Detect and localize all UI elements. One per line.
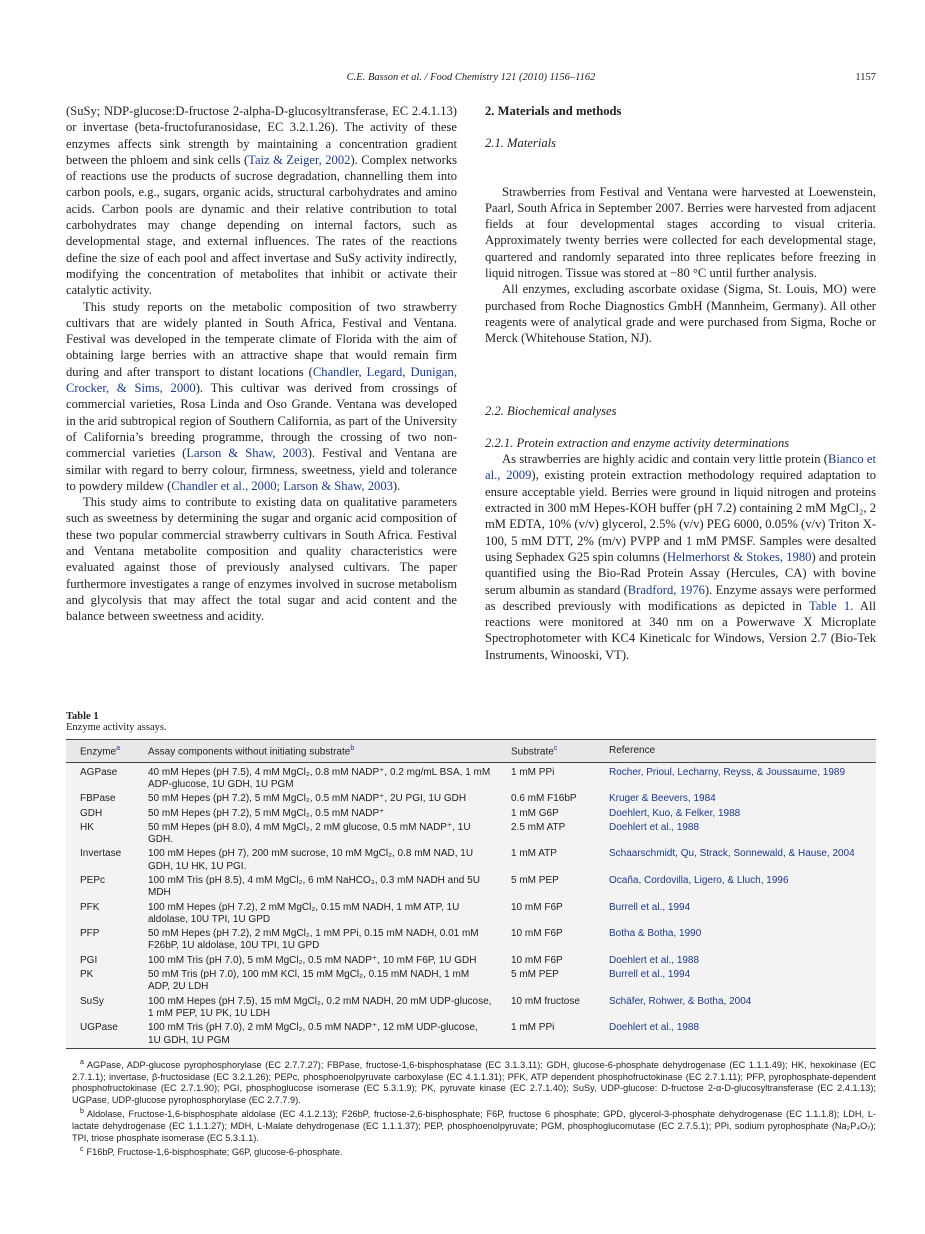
cell-assay: 100 mM Tris (pH 8.5), 4 mM MgCl₂, 6 mM NaHCO₃, 0.3 mM NADH and 5U MDH [148, 875, 480, 899]
cell-substrate: 5 mM PEP [511, 875, 559, 886]
citation-link[interactable]: Bradford, 1976 [627, 582, 705, 597]
cell-substrate: 0.6 mM F16bP [511, 793, 577, 805]
cell-substrate: 1 mM PPi [511, 766, 555, 778]
cell-assay: 50 mM Hepes (pH 7.2), 5 mM MgCl₂, 0.5 mM NADP⁺ [148, 807, 385, 819]
subsubsection-title-protein: 2.2.1. Protein extraction and enzyme activity determinations [485, 435, 790, 450]
footnote [66, 1106, 876, 1144]
table-row [66, 762, 876, 792]
citation-link[interactable]: Larson & Shaw, 2003 [186, 446, 308, 461]
cell-reference [605, 901, 876, 928]
cell-substrate: 10 mM F6P [511, 901, 563, 913]
footnote-mark: b [80, 1108, 84, 1116]
right-column [485, 103, 876, 663]
cell-reference [605, 762, 876, 792]
cell-assay: 100 mM Tris (pH 7.0), 5 mM MgCl₂, 0.5 mM NADP⁺, 10 mM F6P, 1U GDH [148, 954, 477, 966]
footnote-text: Aldolase, Fructose-1,6-bisphosphate aldolase (EC 4.1.2.13); F26bP, fructose-2,6-bisphosphate; F6P, fructose 6 phosphate; GPD, glycerol-3-phosphate dehydrogenase (EC 1.1.1.8); LDH, L-lactate dehydrogenase (EC 1.1.1.27); MDH, L-Malate dehydrogenase (EC 1.1.1.37); PEP, phosphoenolpyruvate; PGM, phosphoglucomutase (EC 2.7.5.1); PPi, sodium pyrophosphate (Na₂P₄O₇); TPI, triose phosphate isomerase (EC 5.3.1.1). [72, 1109, 876, 1143]
table-row [66, 821, 876, 848]
cell-reference [605, 968, 876, 995]
cell-substrate: 1 mM G6P [511, 807, 559, 819]
paragraph-intro-continued: (SuSy; NDP-glucose:D-fructose 2-alpha-D-glucosyltransferase, EC 2.4.1.13) or invertase (beta-fructofuranosidase, EC 3.2.1.26). The activity of these enzymes affects sink strength by maintaining a concentration gradient between the phloem and sink cells (Taiz & Zeiger, 2002). Complex networks of reactions use the products of sucrose degradation, channelling them into carbon pools, e.g., sugars, organic acids, structural carbohydrates and amino acids. Carbon pools are dynamic and their relative contribution to total carbohydrates may change depending on internal factors, such as developmental stage, and external influences. The rates of the reactions define the size of each pool and affect invertase and SuSy activity indirectly, modifying the concentration of metabolites that inhibit or activate their catalytic activity. [66, 104, 457, 298]
footnote-text: F16bP, Fructose-1,6-bisphosphate; G6P, glucose-6-phosphate. [86, 1147, 343, 1158]
citation-link[interactable]: Helmerhorst & Stokes, 1980 [667, 549, 812, 564]
header-substrate: Substrate$^c$ [511, 745, 558, 758]
cell-enzyme: HK [80, 821, 94, 833]
paragraph-materials-1: Strawberries from Festival and Ventana were harvested at Loewenstein, Paarl, South Africa in September 2007. Berries were harvested from adjacent fields at four developmental stages according to visual criteria. Approximately twenty berries were collected for each developmental stage, quartered and randomly separated into three replicates before freezing in liquid nitrogen. Tissue was stored at −80 °C until further analysis. [485, 184, 876, 281]
cell-reference [605, 792, 876, 806]
paragraph-cultivars: This study reports on the metabolic composition of two strawberry cultivars that are widely planted in South Africa, Festival and Ventana. Festival was developed in the temperate climate of Florida with the aim of obtaining large berries with an attractive shape that would remain firm during and after transport to distant locations (Chandler, Legard, Dunigan, Crocker, & Sims, 2000). This cultivar was derived from crossings of commercial varieties, Rosa Linda and Oso Grande. Ventana was developed in the arid subtropical region of Southern California, as part of the University of California’s breeding programme, through the crossing of two non-commercial varieties (Larson & Shaw, 2003). Festival and Ventana are similar with regard to berry colour, firmness, sweetness, yield and tolerance to powdery mildew (Chandler et al., 2000; Larson & Shaw, 2003). [66, 299, 458, 493]
cell-reference [605, 927, 876, 954]
cell-reference [605, 821, 876, 848]
cell-substrate: 10 mM F6P [511, 954, 563, 966]
cell-substrate: 10 mM fructose [511, 995, 580, 1007]
reference-link[interactable]: Rocher, Prioul, Lecharny, Reyss, & Joussaume, 1989 [609, 766, 846, 778]
paragraph-materials-2: All enzymes, excluding ascorbate oxidase (Sigma, St. Louis, MO) were purchased from Roche Diagnostics GmbH (Mannheim, Germany). All other reagents were of analytical grade and were purchased from Sigma, Roche or Merck (Whitehouse Station, NJ). [485, 282, 876, 346]
table-header-row [66, 740, 876, 763]
cell-enzyme: FBPase [80, 793, 116, 805]
header-reference: Reference [609, 744, 656, 756]
table-row [66, 995, 876, 1022]
running-header [66, 72, 876, 88]
cell-reference [605, 1021, 876, 1048]
table-row [66, 847, 876, 874]
table-row [66, 874, 876, 901]
reference-link[interactable]: Burrell et al., 1994 [609, 969, 691, 981]
paragraph-aims: This study aims to contribute to existing data on qualitative parameters such as sweetness by determining the sugar and organic acid composition of these two popular commercial strawberry cultivars in South Africa. Festival and Ventana metabolite composition and quality characteristics were evaluated against those of previously analysed cultivars. The paper furthermore investigates a range of enzymes involved in sucrose metabolism and glycolysis that may affect the total sugar and acid content and the balance between sweetness and acidity. [66, 495, 457, 624]
cell-substrate: 5 mM PEP [511, 969, 559, 981]
table-footnotes [66, 1057, 876, 1159]
cell-assay: 50 mM Hepes (pH 7.2), 2 mM MgCl₂, 1 mM PPi, 0.15 mM NADH, 0.01 mM F26bP, 1U aldolase, 10U TPI, 1U GPD [148, 928, 479, 952]
footnote [66, 1144, 876, 1159]
table-link[interactable]: Table 1 [808, 598, 851, 613]
enzyme-activity-table [66, 739, 876, 1049]
section-title: 2. Materials and methods [485, 104, 622, 118]
table-row [66, 792, 876, 806]
cell-substrate: 10 mM F6P [511, 928, 563, 940]
cell-enzyme: Invertase [80, 848, 122, 860]
reference-link[interactable]: Ocaña, Cordovilla, Ligero, & Lluch, 1996 [609, 875, 789, 886]
cell-assay: 100 mM Hepes (pH 7), 200 mM sucrose, 10 mM MgCl₂, 0.8 mM NAD, 1U GDH, 1U HK, 1U PGI. [148, 848, 474, 872]
cell-reference [605, 807, 876, 821]
reference-link[interactable]: Burrell et al., 1994 [609, 901, 691, 913]
cell-enzyme: PK [80, 969, 94, 981]
paragraph-protein-extraction: As strawberries are highly acidic and contain very little protein (Bianco et al., 2009), existing protein extraction methodology required adaptation to ensure acceptable yield. Berries were ground in liquid nitrogen and proteins extracted in 300 mM Hepes-KOH buffer (pH 7.2) containing 2 mM MgCl₂, 2 mM EDTA, 10% (v/v) glycerol, 2.5% (v/v) PEG 6000, 0.05% (v/v) Triton X-100, 5 mM DTT, 2% (m/v) PVPP and 1 mM PMSF. Samples were desalted using Sephadex G25 spin columns (Helmerhorst & Stokes, 1980) and protein quantified using the Bio-Rad Protein Assay (Hercules, CA) with bovine serum albumin as standard (Bradford, 1976). Enzyme assays were performed as described previously with modifications as depicted in Table 1. All reactions were monitored at 340 nm on a Powerwave X Microplate Spectrophotometer with KC4 Kineticalc for Windows, Version 2.7 (Bio-Tek Instruments, Winooski, VT). [485, 452, 876, 662]
citation-link[interactable]: Bianco et al., 2009 [485, 452, 876, 483]
left-column [66, 103, 457, 625]
cell-assay: 100 mM Tris (pH 7.0), 2 mM MgCl₂, 0.5 mM NADP⁺, 12 mM UDP-glucose, 1U GDH, 1U PGM [148, 1022, 478, 1046]
table-row [66, 807, 876, 821]
cell-enzyme: UGPase [80, 1022, 118, 1034]
cell-reference [605, 847, 876, 874]
reference-link[interactable]: Doehlert et al., 1988 [609, 1022, 700, 1034]
cell-enzyme: PEPc [80, 875, 106, 886]
cell-enzyme: AGPase [80, 766, 118, 778]
citation-link[interactable]: Chandler, Legard, Dunigan, Crocker, & Sims, 2000 [66, 364, 457, 396]
cell-assay: 40 mM Hepes (pH 7.5), 4 mM MgCl₂, 0.8 mM NADP⁺, 0.2 mg/mL BSA, 1 mM ADP-glucose, 1U GDH, 1U PGM [148, 766, 491, 790]
table-row [66, 954, 876, 968]
header-enzyme: Enzyme$^a$ [80, 745, 121, 758]
reference-link[interactable]: Schäfer, Rohwer, & Botha, 2004 [609, 995, 752, 1007]
footnote-text: AGPase, ADP-glucose pyrophosphorylase (EC 2.7.7.27); FBPase, fructose-1,6-bisphosphatase (EC 3.1.3.11); GDH, glucose-6-phosphate dehydrogenase (EC 1.1.1.49); HK, hexokinase (EC 2.7.1.1); invertase, β-fructosidase (EC 3.2.1.26); PEPc, phosphoenolpyruvate carboxylase (EC 4.1.1.31); PFK, ATP dependent phosphofructokinase (EC 2.7.1.11); PFP, pyrophosphate-dependent phosphofructokinase (EC 2.7.1.90); PGI, phosphoglucose isomerase (EC 5.3.1.9); PK, pyruvate kinase (EC 2.7.1.40); SuSy, UDP-glucose: D-fructose 2-α-D-glucosyltransferase (EC 2.4.1.13); UGPase, UDP-glucose pyrophosphorylase (EC 2.7.7.9). [72, 1059, 876, 1105]
cell-assay: 50 mM Tris (pH 7.0), 100 mM KCl, 15 mM MgCl₂, 0.15 mM NADH, 1 mM ADP, 2U LDH [148, 969, 470, 993]
cell-enzyme: GDH [80, 807, 103, 819]
reference-link[interactable]: Doehlert et al., 1988 [609, 954, 700, 966]
citation-link[interactable]: Taiz & Zeiger, 2002 [248, 152, 351, 167]
cell-assay: 50 mM Hepes (pH 7.2), 5 mM MgCl₂, 0.5 mM NADP⁺, 2U PGI, 1U GDH [148, 793, 467, 805]
reference-link[interactable]: Botha & Botha, 1990 [609, 928, 702, 940]
reference-link[interactable]: Schaarschmidt, Qu, Strack, Sonnewald, & Hause, 2004 [609, 848, 855, 860]
table-label: Table 1 [66, 711, 99, 722]
subsection-title-biochemical: 2.2. Biochemical analyses [485, 403, 617, 418]
table-1-block [66, 711, 876, 1159]
reference-link[interactable]: Doehlert, Kuo, & Felker, 1988 [609, 807, 741, 819]
reference-link[interactable]: Doehlert et al., 1988 [609, 821, 700, 833]
cell-reference [605, 995, 876, 1022]
table-row [66, 968, 876, 995]
table-row [66, 927, 876, 954]
cell-substrate: 1 mM ATP [511, 848, 557, 860]
cell-reference [605, 874, 876, 901]
footnote [66, 1057, 876, 1106]
table-caption: Enzyme activity assays. [66, 722, 167, 733]
page-number: 1157 [855, 72, 876, 83]
cell-enzyme: SuSy [80, 995, 104, 1007]
reference-link[interactable]: Kruger & Beevers, 1984 [609, 793, 716, 805]
cell-assay: 50 mM Hepes (pH 8.0), 4 mM MgCl₂, 2 mM glucose, 0.5 mM NADP⁺, 1U GDH. [148, 821, 471, 846]
citation-link[interactable]: Chandler et al., 2000; Larson & Shaw, 2003 [171, 478, 393, 493]
table-body [66, 762, 876, 1048]
cell-assay: 100 mM Hepes (pH 7.2), 2 mM MgCl₂, 0.15 mM NADH, 1 mM ATP, 1U aldolase, 10U TPI, 1U GPD [148, 901, 460, 925]
cell-substrate: 2.5 mM ATP [511, 821, 566, 833]
cell-enzyme: PGI [80, 954, 98, 966]
table-row [66, 1021, 876, 1048]
cell-enzyme: PFP [80, 928, 100, 940]
journal-citation: C.E. Basson et al. / Food Chemistry 121 (2010) 1156–1162 [346, 72, 596, 83]
footnote-mark: c [80, 1146, 84, 1154]
footnote-mark: a [80, 1058, 84, 1066]
cell-reference [605, 954, 876, 968]
subsection-title-materials: 2.1. Materials [485, 136, 557, 151]
table-row [66, 901, 876, 928]
cell-assay: 100 mM Hepes (pH 7.5), 15 mM MgCl₂, 0.2 mM NADH, 20 mM UDP-glucose, 1 mM PEP, 1U PK, 1U LDH [148, 995, 492, 1019]
header-assay: Assay components without initiating substrate$^b$ [148, 745, 355, 758]
cell-substrate: 1 mM PPi [511, 1022, 555, 1034]
cell-enzyme: PFK [80, 901, 100, 913]
